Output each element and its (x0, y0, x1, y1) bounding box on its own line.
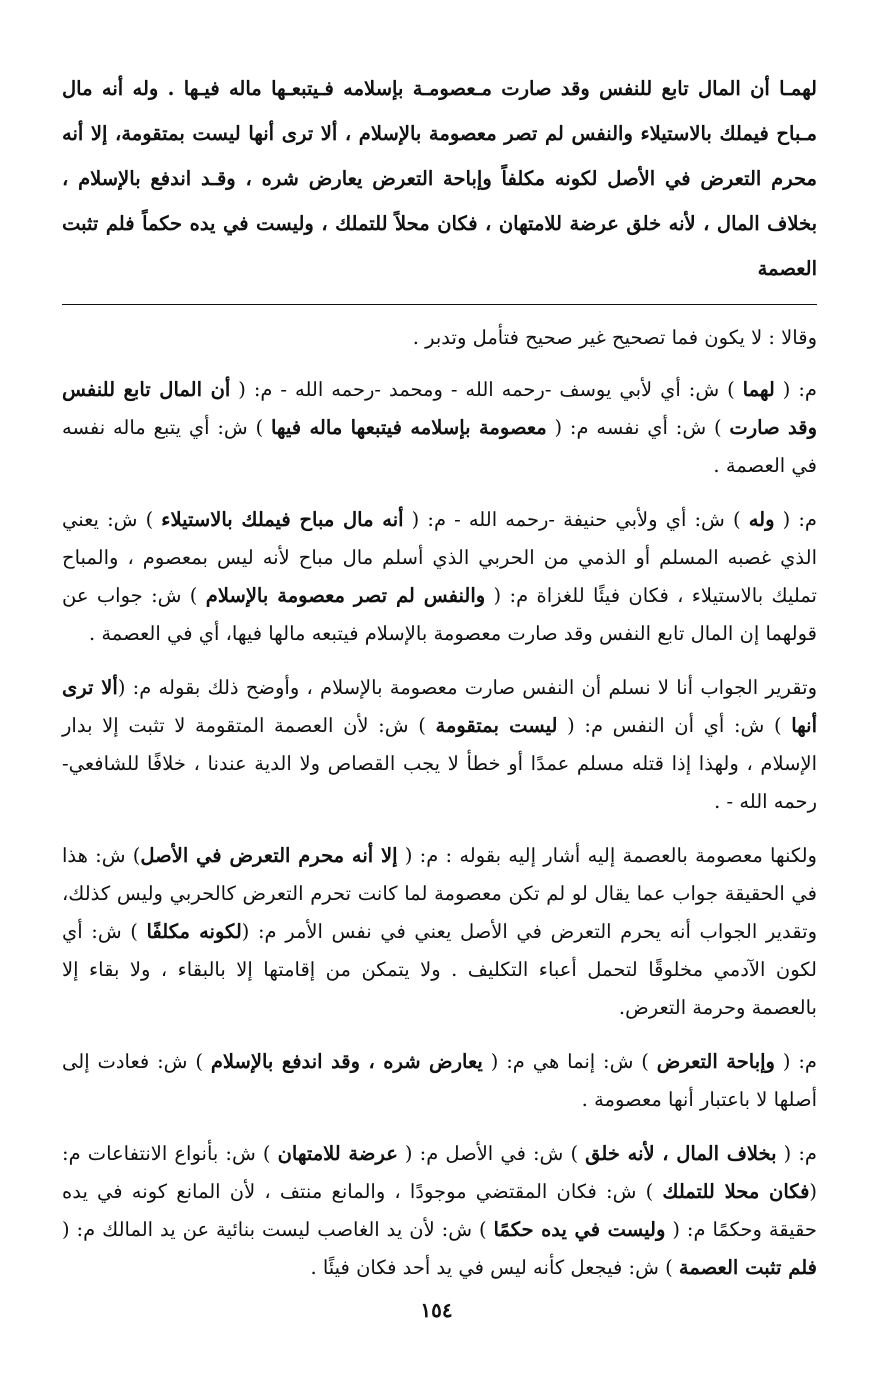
commentary-text: ) ش: أي أن النفس م: ( (557, 714, 792, 737)
commentary-text: ) ش: لأن يد الغاصب ليست بنائية عن يد المالك م: ( (62, 1218, 494, 1241)
sharh-paragraph (62, 501, 817, 653)
sharh-paragraph (62, 1043, 817, 1119)
commentary-text: ) ش: بأنواع الانتفاعات م: ( (62, 1142, 817, 1203)
commentary-text: م: ( (774, 1050, 817, 1073)
matn-quote: وليست في يده حكمًا (493, 1218, 666, 1241)
matn-quote: ألا ترى أنها (62, 676, 818, 737)
matn-quote: والنفس لم تصر معصومة بالإسلام (205, 584, 486, 607)
matn-quote: فكان محلا للتملك (662, 1180, 810, 1203)
sharh-paragraph (62, 319, 817, 357)
matn-quote: وله (748, 508, 775, 531)
commentary-text: ولكنها معصومة بالعصمة إليه أشار إليه بقوله : م: ( (397, 844, 817, 867)
separator-rule (62, 304, 817, 305)
commentary-text: ) ش: إنما هي م: ( (482, 1050, 657, 1073)
matn-quote: لكونه مكلفًا (146, 920, 242, 943)
sharh-paragraph (62, 837, 817, 1027)
sharh-commentary (62, 319, 817, 1287)
sharh-paragraph (62, 669, 817, 821)
commentary-text: ) ش: لأن العصمة المتقومة لا تثبت إلا بدار الإسلام ، ولهذا إذا قتله مسلم عمدًا أو خطأ لا يجب القصاص ولا الدية عندنا ، خلافًا للشافعي- رحمه الله - . (62, 714, 817, 813)
commentary-text: م: ( (774, 508, 817, 531)
matn-quote: يعارض شره ، وقد اندفع بالإسلام (210, 1050, 483, 1073)
commentary-text: م: ( (774, 378, 817, 401)
matn-quote: إلا أنه محرم التعرض في الأصل (140, 844, 398, 867)
commentary-text: ) ش: فيجعل كأنه ليس في يد أحد فكان فيئًا . (310, 1256, 679, 1279)
matn-quote: وإباحة التعرض (656, 1050, 775, 1073)
commentary-text: ) ش: فعادت إلى أصلها لا باعتبار أنها معصومة . (62, 1050, 817, 1111)
matn-quote: عرضة للامتهان (277, 1142, 398, 1165)
commentary-text: ) ش: جواب عن قولهما إن المال تابع النفس وقد صارت معصومة بالإسلام فيتبعه مالها فيها، أي في العصمة . (62, 584, 817, 645)
commentary-text: ) ش: أي لأبي يوسف -رحمه الله - ومحمد -رحمه الله - م: ( (230, 378, 743, 401)
matn-quote: فلم تثبت العصمة (678, 1256, 817, 1279)
commentary-text: وقالا : لا يكون فما تصحيح غير صحيح فتأمل وتدبر . (412, 326, 817, 349)
commentary-text: ) ش: في الأصل م: ( (397, 1142, 586, 1165)
page-number: ١٥٤ (420, 1298, 453, 1322)
commentary-text: م: ( (776, 1142, 817, 1165)
matn-quote: بخلاف المال ، لأنه خلق (585, 1142, 777, 1165)
matn-quote: أن المال تابع للنفس وقد صارت (62, 378, 817, 439)
commentary-text: ) ش: فكان المقتضي موجودًا ، والمانع منتف ، لأن المانع كونه في يده حقيقة وحكمًا م: ( (62, 1180, 817, 1241)
commentary-text: ) ش: يعني الذي غصبه المسلم أو الذمي من الحربي الذي أسلم مال مباح لأنه ليس بمعصوم ، والمباح تمليك بالاستيلاء ، فكان فيئًا للغزاة م: ( (62, 508, 817, 607)
commentary-text: ) ش: أي ولأبي حنيفة -رحمه الله - م: ( (403, 508, 749, 531)
sharh-paragraph (62, 371, 817, 485)
commentary-text: ) ش: أي نفسه م: ( (546, 416, 730, 439)
matn-quote: لهما (742, 378, 775, 401)
sharh-paragraph (62, 1135, 817, 1287)
matn-text: لهمـا أن المال تابع للنفس وقد صارت مـعصومـة بإسلامه فـيتبعـها ماله فيـها . وله أنه مال مـباح فيملك بالاستيلاء والنفس لم تصر معصومة بالإسلام ، ألا ترى أنها ليست بمتقومة، إلا أنه محرم التعرض في الأصل لكونه مكلفاً وإباحة التعرض يعارض شره ، وقـد اندفع بالإسلام ، بخلاف المال ، لأنه خلق عرضة للامتهان ، فكان محلاً للتملك ، وليست في يده حكماً فلم تثبت العصمة (62, 77, 818, 280)
matn-quote: ليست بمتقومة (435, 714, 558, 737)
commentary-text: ) ش: أي يتبع ماله نفسه في العصمة . (62, 416, 817, 477)
commentary-text: ) ش: أي لكون الآدمي مخلوقًا لتحمل أعباء التكليف . ولا يتمكن من إقامتها إلا بالبقاء ، ولا بقاء إلا بالعصمة وحرمة التعرض. (62, 920, 817, 1019)
matn-quote: أنه مال مباح فيملك بالاستيلاء (161, 508, 404, 531)
commentary-text: وتقرير الجواب أنا لا نسلم أن النفس صارت معصومة بالإسلام ، وأوضح ذلك بقوله م: ( (117, 676, 818, 699)
commentary-text: ) ش: هذا في الحقيقة جواب عما يقال لو لم تكن معصومة لما كانت تحرم التعرض كالحربي وليس كذلك، وتقدير الجواب أنه يحرم التعرض في الأصل يعني في نفس الأمر م: ( (62, 844, 818, 943)
matn-quote: معصومة بإسلامه فيتبعها ماله فيها (270, 416, 547, 439)
